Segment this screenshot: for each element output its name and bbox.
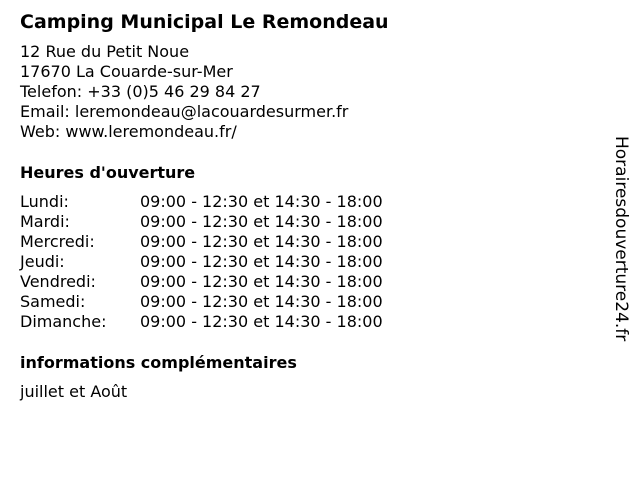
time-range: 09:00 - 12:30 et 14:30 - 18:00: [140, 272, 383, 291]
day-label: Mardi:: [20, 212, 70, 231]
hours-row-sunday: [20, 312, 600, 332]
day-label: Mercredi:: [20, 232, 95, 251]
address-block: [20, 42, 600, 142]
website-link[interactable]: Web: www.leremondeau.fr/: [20, 122, 237, 141]
hours-row-tuesday: [20, 212, 600, 232]
time-range: 09:00 - 12:30 et 14:30 - 18:00: [140, 312, 383, 331]
hours-row-wednesday: [20, 232, 600, 252]
opening-hours-table: [20, 192, 600, 332]
time-range: 09:00 - 12:30 et 14:30 - 18:00: [140, 292, 383, 311]
hours-row-thursday: [20, 252, 600, 272]
time-range: 09:00 - 12:30 et 14:30 - 18:00: [140, 192, 383, 211]
business-card: [20, 8, 600, 402]
hours-row-friday: [20, 272, 600, 292]
hours-heading: Heures d'ouverture: [20, 163, 196, 182]
hours-row-monday: [20, 192, 600, 212]
city-address: 17670 La Couarde-sur-Mer: [20, 62, 233, 81]
time-range: 09:00 - 12:30 et 14:30 - 18:00: [140, 212, 383, 231]
additional-info-text: juillet et Août: [20, 382, 128, 401]
street-address: 12 Rue du Petit Noue: [20, 42, 190, 61]
email-address[interactable]: Email: leremondeau@lacouardesurmer.fr: [20, 102, 349, 121]
additional-info-heading: informations complémentaires: [20, 353, 297, 372]
day-label: Jeudi:: [20, 252, 65, 271]
day-label: Dimanche:: [20, 312, 107, 331]
phone-number[interactable]: Telefon: +33 (0)5 46 29 84 27: [20, 82, 261, 101]
day-label: Samedi:: [20, 292, 86, 311]
watermark-text: Horairesdouverture24.fr: [611, 136, 631, 342]
day-label: Lundi:: [20, 192, 69, 211]
time-range: 09:00 - 12:30 et 14:30 - 18:00: [140, 232, 383, 251]
page-title: Camping Municipal Le Remondeau: [20, 11, 389, 33]
hours-row-saturday: [20, 292, 600, 312]
day-label: Vendredi:: [20, 272, 96, 291]
time-range: 09:00 - 12:30 et 14:30 - 18:00: [140, 252, 383, 271]
